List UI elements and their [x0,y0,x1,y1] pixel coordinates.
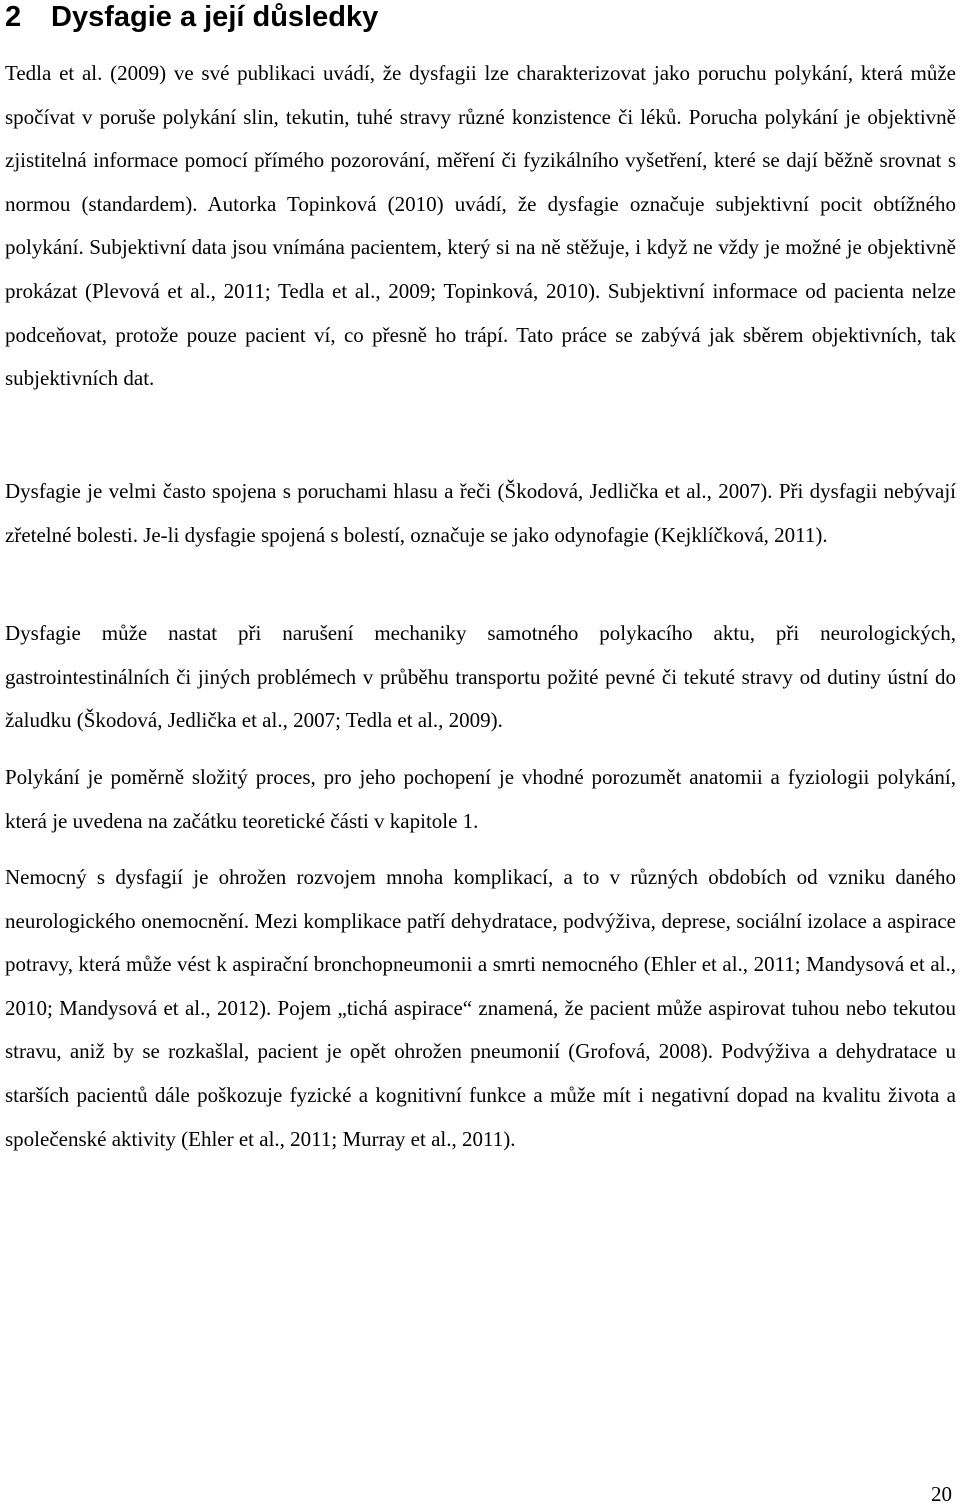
paragraph-voice-disorders: Dysfagie je velmi často spojena s poruchami hlasu a řeči (Škodová, Jedlička et al., 2007). Při dysfagii nebývají zřetelné bolesti. Je-li dysfagie spojená s bolestí, označuje se jako odynofagie (Kejklíčková, 2011). [5,479,956,547]
document-page [5,0,956,1509]
section-heading [5,0,378,34]
paragraph-swallowing-process: Polykání je poměrně složitý proces, pro jeho pochopení je vhodné porozumět anatomii a fyziologii polykání, která je uvedena na začátku teoretické části v kapitole 1. [5,765,956,833]
section-number: 2 [5,1,22,33]
section-title: Dysfagie a její důsledky [51,1,379,33]
paragraph-definition: Tedla et al. (2009) ve své publikaci uvádí, že dysfagii lze charakterizovat jako poruchu polykání, která může spočívat v poruše polykání slin, tekutin, tuhé stravy různé konzistence či léků. Porucha polykání je objektivně zjistitelná informace pomocí přímého pozorování, měření či fyzikálního vyšetření, které se dají běžně srovnat s normou (standardem). Autorka Topinková (2010) uvádí, že dysfagie označuje subjektivní pocit obtížného polykání. Subjektivní data jsou vnímána pacientem, který si na ně stěžuje, i když ne vždy je možné je objektivně prokázat (Plevová et al., 2011; Tedla et al., 2009; Topinková, 2010). Subjektivní informace od pacienta nelze podceňovat, protože pouze pacient ví, co přesně ho trápí. Tato práce se zabývá jak sběrem objektivních, tak subjektivních dat. [5,61,956,391]
paragraph-causes: Dysfagie může nastat při narušení mechaniky samotného polykacího aktu, při neurologických, gastrointestinálních či jiných problémech v průběhu transportu požité pevné či tekuté stravy od dutiny ústní do žaludku (Škodová, Jedlička et al., 2007; Tedla et al., 2009). [5,621,956,733]
paragraph-complications: Nemocný s dysfagií je ohrožen rozvojem mnoha komplikací, a to v různých obdobích od vzniku daného neurologického onemocnění. Mezi komplikace patří dehydratace, podvýživa, deprese, sociální izolace a aspirace potravy, která může vést k aspirační bronchopneumonii a smrti nemocného (Ehler et al., 2011; Mandysová et al., 2010; Mandysová et al., 2012). Pojem „tichá aspirace“ znamená, že pacient může aspirovat tuhou nebo tekutou stravu, aniž by se rozkašlal, pacient je opět ohrožen pneumonií (Grofová, 2008). Podvýživa a dehydratace u starších pacientů dále poškozuje fyzické a kognitivní funkce a může mít i negativní dopad na kvalitu života a společenské aktivity (Ehler et al., 2011; Murray et al., 2011). [5,865,956,1151]
page-number: 20 [931,1482,952,1506]
